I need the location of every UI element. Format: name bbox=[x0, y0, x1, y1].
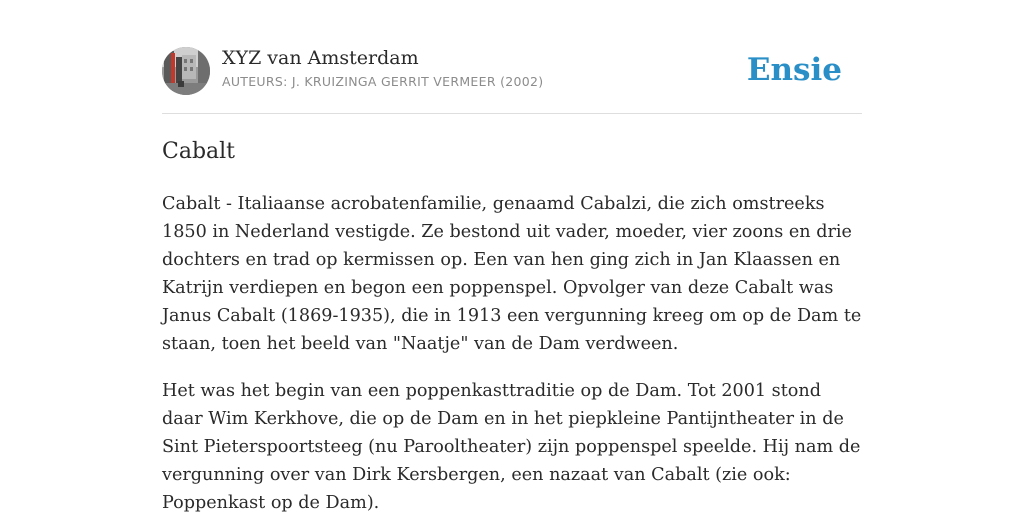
source-title[interactable]: XYZ van Amsterdam bbox=[222, 47, 419, 69]
source-info bbox=[222, 46, 742, 90]
street-photo-icon bbox=[162, 47, 210, 95]
source-header bbox=[162, 46, 862, 98]
header-divider bbox=[162, 113, 862, 114]
entry-paragraph: Het was het begin van een poppenkasttraditie op de Dam. Tot 2001 stond daar Wim Kerkhove, die op de Dam en in het piepkleine Pantijntheater in de Sint Pieterspoortsteeg (nu Parooltheater) zijn poppenspel speelde. Hij nam de vergunning over van Dirk Kersbergen, een nazaat van Cabalt (zie ook: Poppenkast op de Dam). bbox=[162, 381, 861, 512]
source-thumbnail-image[interactable] bbox=[162, 47, 210, 95]
ensie-logo-link[interactable]: Ensie bbox=[746, 52, 842, 88]
authors-line: AUTEURS: J. KRUIZINGA GERRIT VERMEER (2002) bbox=[222, 74, 544, 89]
page bbox=[162, 0, 862, 512]
entry-title: Cabalt bbox=[162, 139, 236, 164]
entry-body bbox=[162, 190, 862, 512]
entry-paragraph: Cabalt - Italiaanse acrobatenfamilie, genaamd Cabalzi, die zich omstreeks 1850 in Nederland vestigde. Ze bestond uit vader, moeder, vier zoons en drie dochters en trad op kermissen op. Een van hen ging zich in Jan Klaassen en Katrijn verdiepen en begon een poppenspel. Opvolger van deze Cabalt was Janus Cabalt (1869-1935), die in 1913 een vergunning kreeg om op de Dam te staan, toen het beeld van "Naatje" van de Dam verdween. bbox=[162, 194, 862, 354]
